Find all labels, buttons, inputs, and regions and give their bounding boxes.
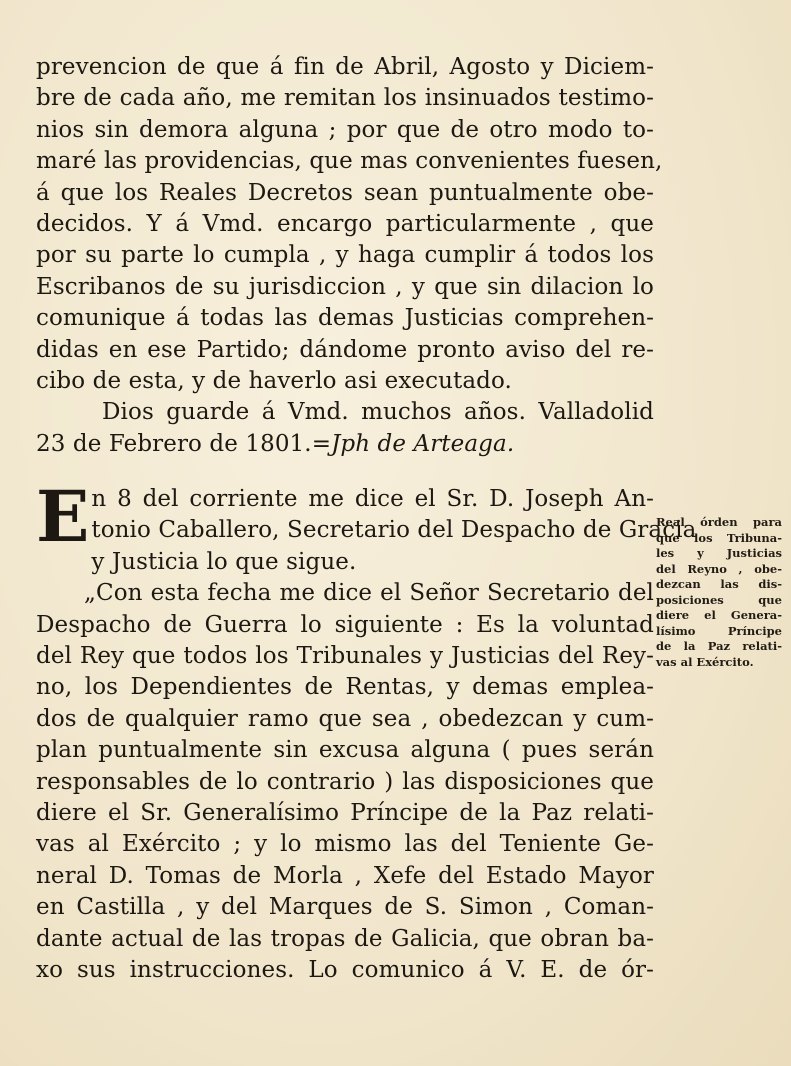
text-line: dante actual de las tropas de Galicia, que obran ba-: [36, 925, 654, 952]
text-line: n 8 del corriente me dice el Sr. D. Joseph An-: [91, 486, 654, 513]
closing-line: Dios guarde á Vmd. muchos años. Valladolid: [102, 399, 654, 426]
main-text: [36, 52, 697, 986]
text-line: dos de qualquier ramo que sea , obedezcan y cum-: [36, 705, 654, 732]
margin-note-line: vas al Exército.: [656, 654, 754, 669]
margin-note-line: Real órden para: [656, 515, 782, 529]
second-paragraph: [36, 475, 697, 986]
text-line: neral D. Tomas de Morla , Xefe del Estado Mayor: [36, 862, 654, 889]
text-line: plan puntualmente sin excusa alguna ( pues serán: [36, 737, 654, 764]
text-line: xo sus instrucciones. Lo comunico á V. E. de ór-: [36, 956, 654, 983]
margin-note-line: que los Tribuna-: [656, 530, 782, 545]
text-line: en Castilla , y del Marques de S. Simon , Coman-: [36, 894, 654, 921]
text-line: tonio Caballero, Secretario del Despacho de Gracia: [91, 517, 697, 544]
section-spacer: [36, 460, 654, 484]
text-line: á que los Reales Decretos sean puntualmente obe-: [36, 179, 654, 206]
text-line: nios sin demora alguna ; por que de otro modo to-: [36, 116, 654, 143]
signature-dash: =: [311, 430, 332, 457]
margin-note-line: diere el Genera-: [656, 608, 782, 622]
text-line: y Justicia lo que sigue.: [91, 548, 357, 575]
date-signature-line: [36, 429, 654, 460]
text-line: prevencion de que á fin de Abril, Agosto y Diciem-: [36, 54, 654, 80]
margin-note-line: lísimo Príncipe: [656, 623, 782, 638]
text-line: vas al Exército ; y lo mismo las del Teniente Ge-: [36, 831, 654, 858]
margin-note: [656, 515, 782, 670]
margin-note-line: de la Paz relati-: [656, 639, 782, 653]
text-line: Despacho de Guerra lo siguiente : Es la voluntad: [36, 611, 654, 638]
margin-note-line: dezcan las dis-: [656, 577, 782, 591]
text-line: maré las providencias, que mas convenientes fuesen,: [36, 148, 663, 175]
text-line: no, los Dependientes de Rentas, y demas emplea-: [36, 674, 654, 701]
text-line: cibo de esta, y de haverlo asi executado.: [36, 367, 512, 394]
text-line: del Rey que todos los Tribunales y Justicias del Rey-: [36, 643, 654, 670]
margin-note-line: posiciones que: [656, 592, 782, 607]
text-line: por su parte lo cumpla , y haga cumplir á todos los: [36, 242, 654, 269]
signature: Jph de Arteaga.: [331, 430, 515, 457]
margin-note-line: del Reyno , obe-: [656, 561, 782, 576]
text-line: bre de cada año, me remitan los insinuados testimo-: [36, 85, 654, 112]
date-text: 23 de Febrero de 1801.: [36, 430, 312, 457]
drop-cap: E: [36, 475, 90, 559]
text-line: Escribanos de su jurisdiccion , y que sin dilacion lo: [36, 273, 654, 300]
text-line: responsables de lo contrario ) las disposiciones que: [36, 768, 654, 795]
text-line: diere el Sr. Generalísimo Príncipe de la Paz relati-: [36, 799, 654, 826]
text-line: comunique á todas las demas Justicias comprehen-: [36, 305, 654, 332]
text-line: didas en ese Partido; dándome pronto aviso del re-: [36, 336, 654, 363]
text-line: „Con esta fecha me dice el Señor Secretario del: [84, 580, 654, 607]
text-line: decidos. Y á Vmd. encargo particularmente , que: [36, 210, 654, 237]
margin-note-line: les y Justicias: [656, 546, 782, 560]
